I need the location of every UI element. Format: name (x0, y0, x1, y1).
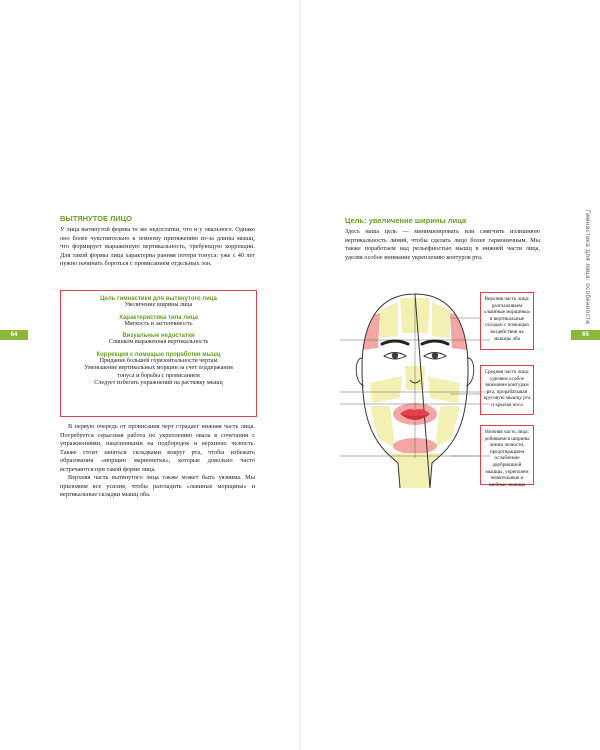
callout-connectors (340, 288, 485, 488)
section-title: ВЫТЯНУТОЕ ЛИЦО (60, 214, 132, 223)
callout-middle-face: Средняя часть лица: уделяем особое внимание контурам рта, прорабатывая круговую мышцу рта и крылья носа (480, 365, 534, 415)
box-text-correction-2: Уменьшение вертикальных морщин за счет поддержания тонуса и борьбы с провисанием (84, 365, 233, 379)
box-heading-goal: Цель гимнастики для вытянутого лица (100, 296, 217, 302)
box-text-correction-1: Придание большей горизонтальности чертам (99, 357, 218, 364)
paragraph-upper-face: Верхняя часть вытянутого лица также может быть уязвима. Мы приложим все усилия, чтобы разгладить «львиные морщины» и вертикальные складки мышц лба. (60, 474, 255, 498)
box-heading-flaws: Визуальные недостатки (122, 333, 195, 339)
page-number-left: 64 (0, 330, 28, 340)
box-text-flaws: Слишком выраженная вертикальность (108, 339, 209, 345)
intro-paragraph (60, 226, 255, 269)
box-text-character: Мягкость и застенчивость (124, 320, 193, 327)
goal-text: Здесь наша цель — минимизировать или смягчить излишнюю вертикальность линий, чтобы сделать лицо более гармоничным. Мы также поработаем над рельефностью мышц в нижней части лица, уделяя особое внимание укреплению контуров рта. (345, 228, 540, 261)
goal-title: Цель: увеличение ширины лица (345, 216, 467, 225)
callout-lower-face: Нижняя часть лица: добиваемся ширины линии челюсти, предотвращаем ослабление двубрюшной мышцы, укрепляем жевательные и шейные мышцы (480, 425, 534, 485)
book-gutter (299, 0, 301, 750)
box-text-goal: Увеличение ширины лица (124, 302, 193, 308)
intro-text: У лица вытянутой формы те же недостатки, что и у овального. Однако оно более чувствительно к земному притяжению из-за длины мышц, что формирует выраженную вертикальность, требующую коррекции. Для такой формы лица характерна ранняя потеря тонуса: уже с 40 лет нужно начинать бороться с провисанием отдельных зон. (60, 226, 255, 267)
callout-upper-face: Верхняя часть лица: разглаживаем «львиные морщины» и вертикальные складки с помощью воздействия на мышцы лба (480, 292, 534, 350)
box-heading-correction: Коррекция с помощью проработки мышц (96, 351, 221, 358)
goal-paragraph (345, 228, 540, 262)
box-heading-character: Характеристика типа лица (119, 314, 198, 321)
body-paragraphs (60, 423, 255, 500)
paragraph-lower-face: В первую очередь от провисания черт страдает нижняя часть лица. Потребуется серьезная работа по укреплению овала в сочетании с упражнениями, нацеленными на подбородок и верхнюю челюсть. Также стоит заняться складками вокруг рта, чтобы избежать образования «морщин марионетки», которые довольно часто встречаются при такой форме лица. (60, 423, 255, 473)
running-title: Гимнастика для лица: особенности (584, 210, 590, 325)
summary-box (60, 290, 257, 417)
page-number-right: 65 (571, 330, 600, 340)
box-text-correction-3: Следует избегать упражнений на растяжку мышц (94, 380, 223, 386)
